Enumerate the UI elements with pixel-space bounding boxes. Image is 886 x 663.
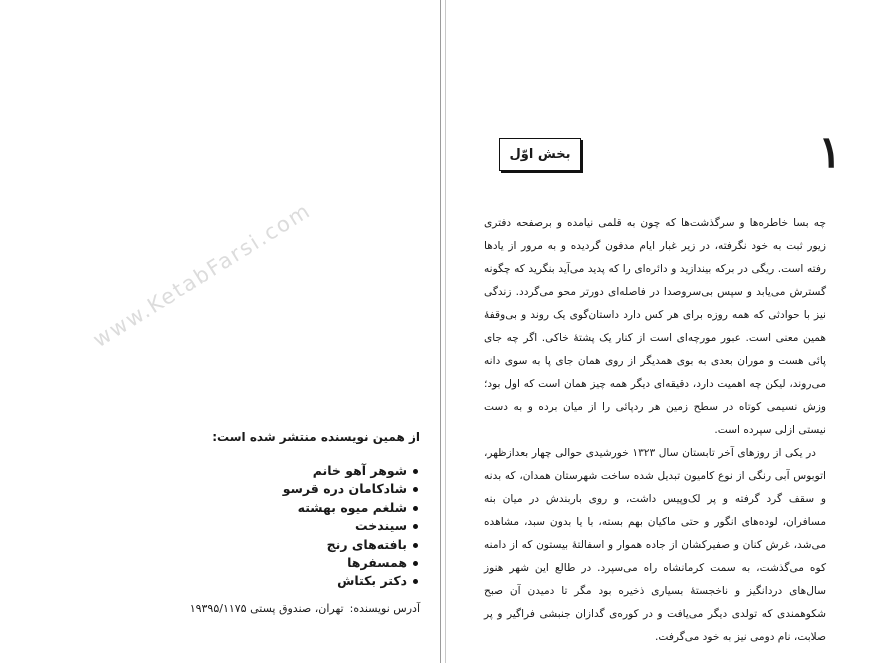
bullet-icon (413, 543, 418, 548)
bullet-icon (413, 561, 418, 566)
other-books-heading: از همین نویسنده منتشر شده است: (212, 430, 420, 444)
author-address (120, 602, 420, 615)
book-item (180, 536, 420, 554)
section-title-box (499, 138, 581, 171)
bullet-icon (413, 524, 418, 529)
book-item (180, 462, 420, 480)
bullet-icon (413, 506, 418, 511)
page-gutter-line (440, 0, 441, 663)
section-title: بخش اوّل (509, 147, 571, 162)
other-books-section (180, 430, 420, 591)
book-item (180, 554, 420, 572)
book-title: شلغم میوه بهشته (297, 499, 407, 515)
book-title: همسفرها (347, 554, 407, 570)
book-title: شادکامان دره قرسو (282, 481, 407, 497)
address-label: آدرس نویسنده: (349, 602, 420, 615)
book-item (180, 499, 420, 517)
bullet-icon (413, 487, 418, 492)
address-value: تهران، صندوق پستی ۱۹۳۹۵/۱۱۷۵ (189, 602, 344, 615)
other-books-list (180, 462, 420, 591)
body-paragraph: چه بسا خاطره‌ها و سرگذشت‌ها که چون به قلمی نیامده و برصفحه دفتری زیور ثبت به خود نگرفته، در زیر غبار ایام مدفون گردیده و به مرور از یادها رفته است. ریگی در برکه بیندازید و دائره‌ای را که پدید می‌آید بنگرید که چگونه گسترش می‌یابد و سپس بی‌سروصدا در فاصله‌ای دورتر محو می‌گردد. زندگی نیز با حوادثی که همه روزه برای هر کس دارد داستان‌گوی یک روند و بی‌وقفهٔ همین معنی است. عبور مورچه‌ای است از کنار یک پشتهٔ خاکی. اگر چه جای پائی هست و موران بعدی به بوی همدیگر از روی همان جای پا به سوی دانه می‌روند، لیکن چه اهمیت دارد، دقیقه‌ای دیگر همه چیز همان است که اول بود؛ وزش نسیمی کوتاه در سطح زمین هر ردپائی را از میان برده و به دست نیستی ازلی سپرده است. (484, 217, 826, 436)
book-item (180, 517, 420, 535)
watermark: www.KetabFarsi.com (88, 198, 316, 353)
book-item (180, 572, 420, 590)
left-page (0, 0, 440, 663)
book-title: دکتر بکتاش (337, 573, 407, 589)
book-item (180, 480, 420, 498)
chapter-number: ۱ (818, 127, 842, 178)
body-paragraph: در یکی از روزهای آخر تابستان سال ۱۳۲۳ خورشیدی حوالی چهار بعدازظهر، اتوبوس آبی رنگی از نوع کامیون تبدیل شده ساخت شهرستان همدان، که بدنه و سقف گرد گرفته و پر لک‌وپیس داشت، و روی باربندش در میان بنه مسافران، لوده‌های انگور و حتی ماکیان بهم بسته، با یا بدون سبد، مشاهده می‌شد، غرش کنان و صفیرکشان از جاده هموار و اسفالتهٔ بیستون که از دامنه کوه می‌گذشت، به سمت کرمانشاه راه می‌سپرد. در طالع این شهر هنوز سال‌های دردانگیز و ناخجستهٔ بسیاری ذخیره بود مگر تا دمیدن آن صبح شکوهمندی که تولدی دیگر می‌یافت و در کوره‌ی گدازان جنبشی فراگیر و پر صلابت، نام دومی نیز به خود می‌گرفت. (484, 447, 826, 643)
book-title: شوهر آهو خانم (312, 463, 407, 478)
right-page (446, 0, 886, 663)
bullet-icon (413, 469, 418, 474)
book-title: بافته‌های رنج (326, 536, 407, 552)
bullet-icon (413, 579, 418, 584)
chapter-body (484, 212, 826, 649)
book-title: سیندخت (355, 518, 407, 534)
